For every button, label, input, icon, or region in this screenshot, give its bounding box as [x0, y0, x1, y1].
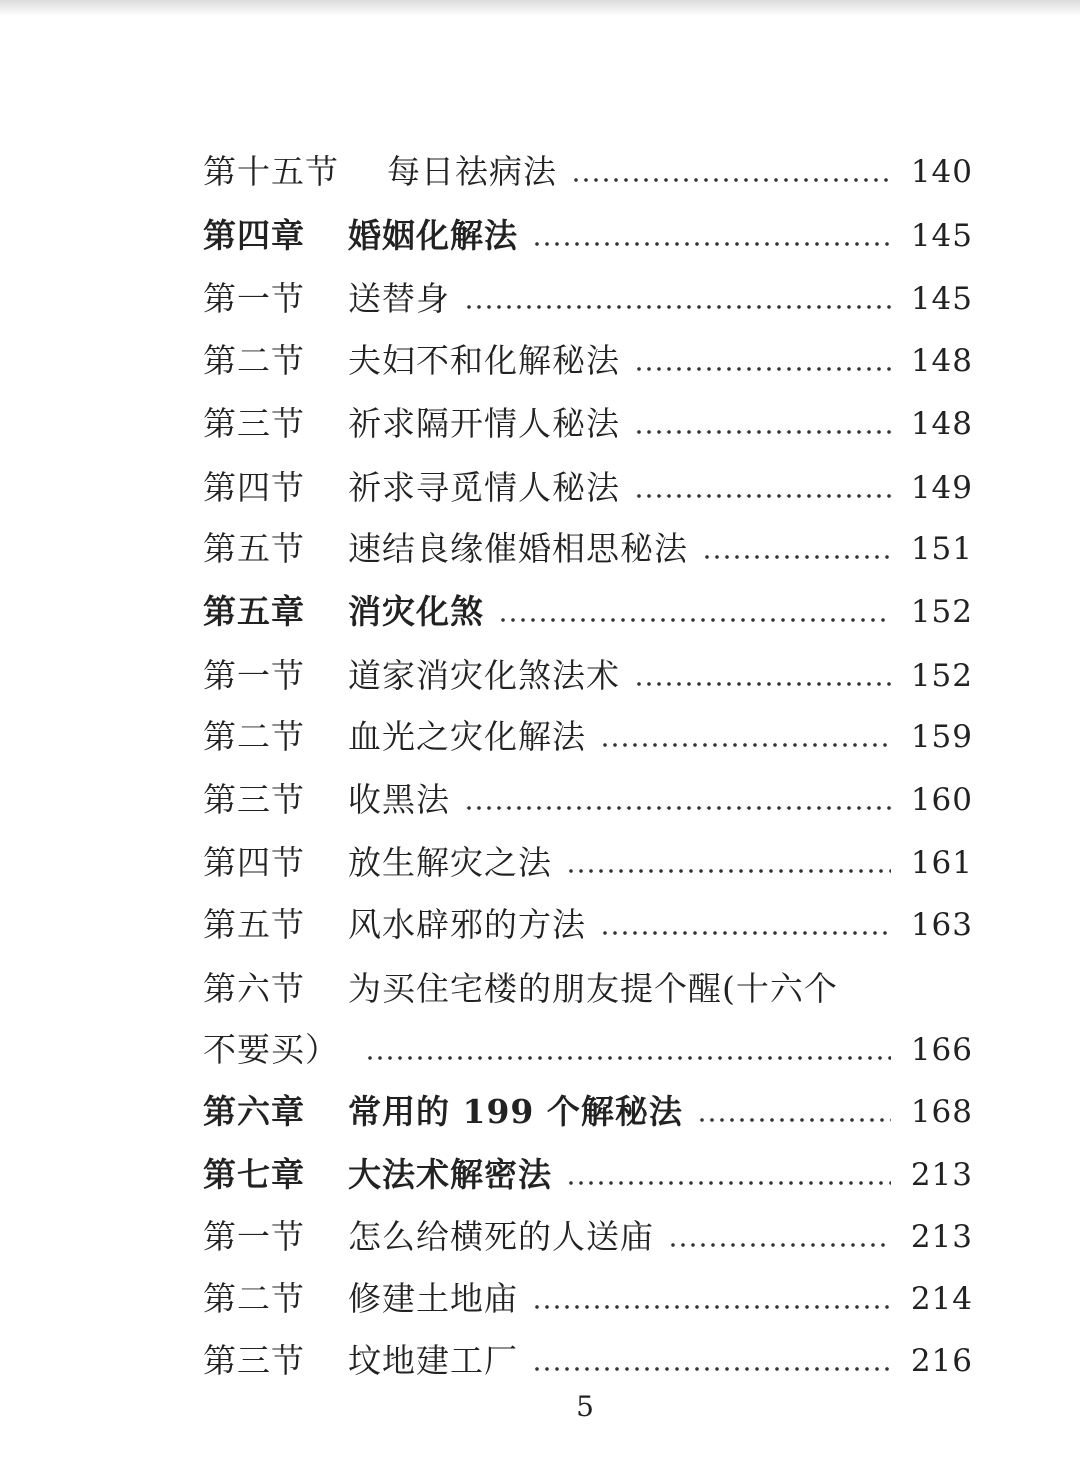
toc-entry-title: 消灾化煞: [348, 592, 484, 631]
toc-chapter-entry[interactable]: [203, 1090, 973, 1134]
toc-entry-page: 163: [910, 907, 973, 943]
dot-leader: [634, 654, 891, 698]
toc-entry-title: 怎么给横死的人送庙: [348, 1217, 654, 1256]
toc-entry-page: 214: [910, 1281, 973, 1317]
toc-entry-page: 152: [910, 594, 973, 630]
toc-entry-page: 213: [910, 1219, 973, 1255]
dot-leader: [634, 466, 891, 510]
toc-entry-page: 168: [910, 1094, 973, 1130]
toc-entry-continuation[interactable]: [203, 1028, 973, 1072]
toc-entry-page: 216: [910, 1343, 973, 1379]
toc-entry[interactable]: [203, 402, 973, 446]
dot-leader: [566, 1153, 891, 1197]
toc-entry-title: 血光之灾化解法: [348, 717, 586, 756]
toc-entry-label: 第六节: [203, 969, 305, 1008]
toc-entry-page: 213: [910, 1157, 973, 1193]
toc-entry[interactable]: [203, 466, 973, 510]
toc-entry[interactable]: [203, 778, 973, 822]
toc-entry-label: 第四节: [203, 468, 305, 507]
dot-leader: [464, 277, 891, 321]
dot-leader: [532, 1339, 891, 1383]
toc-entry-title: 速结良缘催婚相思秘法: [348, 529, 688, 568]
toc-entry[interactable]: [203, 150, 973, 194]
dot-leader: [532, 1277, 891, 1321]
dot-leader: [634, 339, 891, 383]
toc-entry-page: 148: [910, 343, 973, 379]
toc-entry-title: 祈求寻觅情人秘法: [348, 468, 620, 507]
dot-leader: [600, 715, 891, 759]
toc-entry-page: 152: [910, 658, 973, 694]
dot-leader: [571, 150, 891, 194]
toc-entry-label: 第六章: [203, 1092, 305, 1131]
toc-entry-label: 第三节: [203, 404, 305, 443]
toc-entry-label: 第三节: [203, 1341, 305, 1380]
toc-entry-label: 第四节: [203, 843, 305, 882]
page-number: 5: [576, 1390, 594, 1423]
dot-leader: [668, 1215, 891, 1259]
toc-entry-title: 每日祛病法: [387, 152, 557, 191]
dot-leader: [464, 778, 891, 822]
toc-entry-title: 收黑法: [348, 780, 450, 819]
toc-entry-page: 166: [910, 1032, 973, 1068]
toc-entry[interactable]: [203, 527, 973, 571]
toc-entry-label: 第一节: [203, 656, 305, 695]
toc-entry[interactable]: [203, 277, 973, 321]
toc-chapter-entry[interactable]: [203, 590, 973, 634]
dot-leader: [498, 590, 891, 634]
toc-entry-label: 第三节: [203, 780, 305, 819]
toc-entry-label: 第十五节: [203, 152, 339, 191]
toc-entry[interactable]: [203, 841, 973, 885]
toc-entry-label: 第五章: [203, 592, 305, 631]
dot-leader: [697, 1090, 891, 1134]
toc-chapter-entry[interactable]: [203, 1153, 973, 1197]
toc-entry-label: 第五节: [203, 905, 305, 944]
toc-entry[interactable]: [203, 1339, 973, 1383]
toc-entry-label: 第七章: [203, 1155, 305, 1194]
dot-leader: [634, 402, 891, 446]
toc-entry-label: 第二节: [203, 341, 305, 380]
toc-entry-page: 160: [910, 782, 973, 818]
toc-entry-label: 第一节: [203, 1217, 305, 1256]
dot-leader: [702, 527, 891, 571]
toc-entry-title: 大法术解密法: [348, 1155, 552, 1194]
toc-entry-title: 道家消灾化煞法术: [348, 656, 620, 695]
toc-entry-page: 161: [910, 845, 973, 881]
toc-entry[interactable]: [203, 967, 973, 1011]
dot-leader: [532, 214, 891, 258]
toc-entry-label: 第一节: [203, 279, 305, 318]
toc-entry-title: 风水辟邪的方法: [348, 905, 586, 944]
toc-entry-title: 坟地建工厂: [348, 1341, 518, 1380]
toc-entry-label: 第二节: [203, 717, 305, 756]
toc-entry-page: 148: [910, 406, 973, 442]
toc-entry[interactable]: [203, 903, 973, 947]
toc-entry[interactable]: [203, 339, 973, 383]
toc-entry-label: 第四章: [203, 216, 305, 255]
toc-entry-title: 放生解灾之法: [348, 843, 552, 882]
toc-entry-page: 145: [910, 281, 973, 317]
toc-entry-title: 夫妇不和化解秘法: [348, 341, 620, 380]
dot-leader: [566, 841, 891, 885]
toc-entry-page: 145: [910, 218, 973, 254]
toc-entry-label: 第二节: [203, 1279, 305, 1318]
dot-leader: [600, 903, 891, 947]
toc-chapter-entry[interactable]: [203, 214, 973, 258]
toc-entry-page: 151: [910, 531, 973, 567]
scan-top-edge: [0, 0, 1080, 16]
toc-entry[interactable]: [203, 715, 973, 759]
toc-entry-title: 婚姻化解法: [348, 216, 518, 255]
toc-entry-page: 140: [910, 154, 973, 190]
toc-entry[interactable]: [203, 1277, 973, 1321]
dot-leader: [365, 1028, 891, 1072]
toc-entry-title: 修建土地庙: [348, 1279, 518, 1318]
toc-entry-title: 为买住宅楼的朋友提个醒(十六个: [348, 969, 838, 1008]
toc-entry-title: 祈求隔开情人秘法: [348, 404, 620, 443]
toc-entry-page: 149: [910, 470, 973, 506]
toc-entry-title: 不要买）: [203, 1030, 339, 1069]
toc-entry-title: 常用的 199 个解秘法: [348, 1092, 683, 1131]
toc-entry-title: 送替身: [348, 279, 450, 318]
toc-entry-page: 159: [910, 719, 973, 755]
toc-entry-label: 第五节: [203, 529, 305, 568]
toc-entry[interactable]: [203, 654, 973, 698]
toc-entry[interactable]: [203, 1215, 973, 1259]
